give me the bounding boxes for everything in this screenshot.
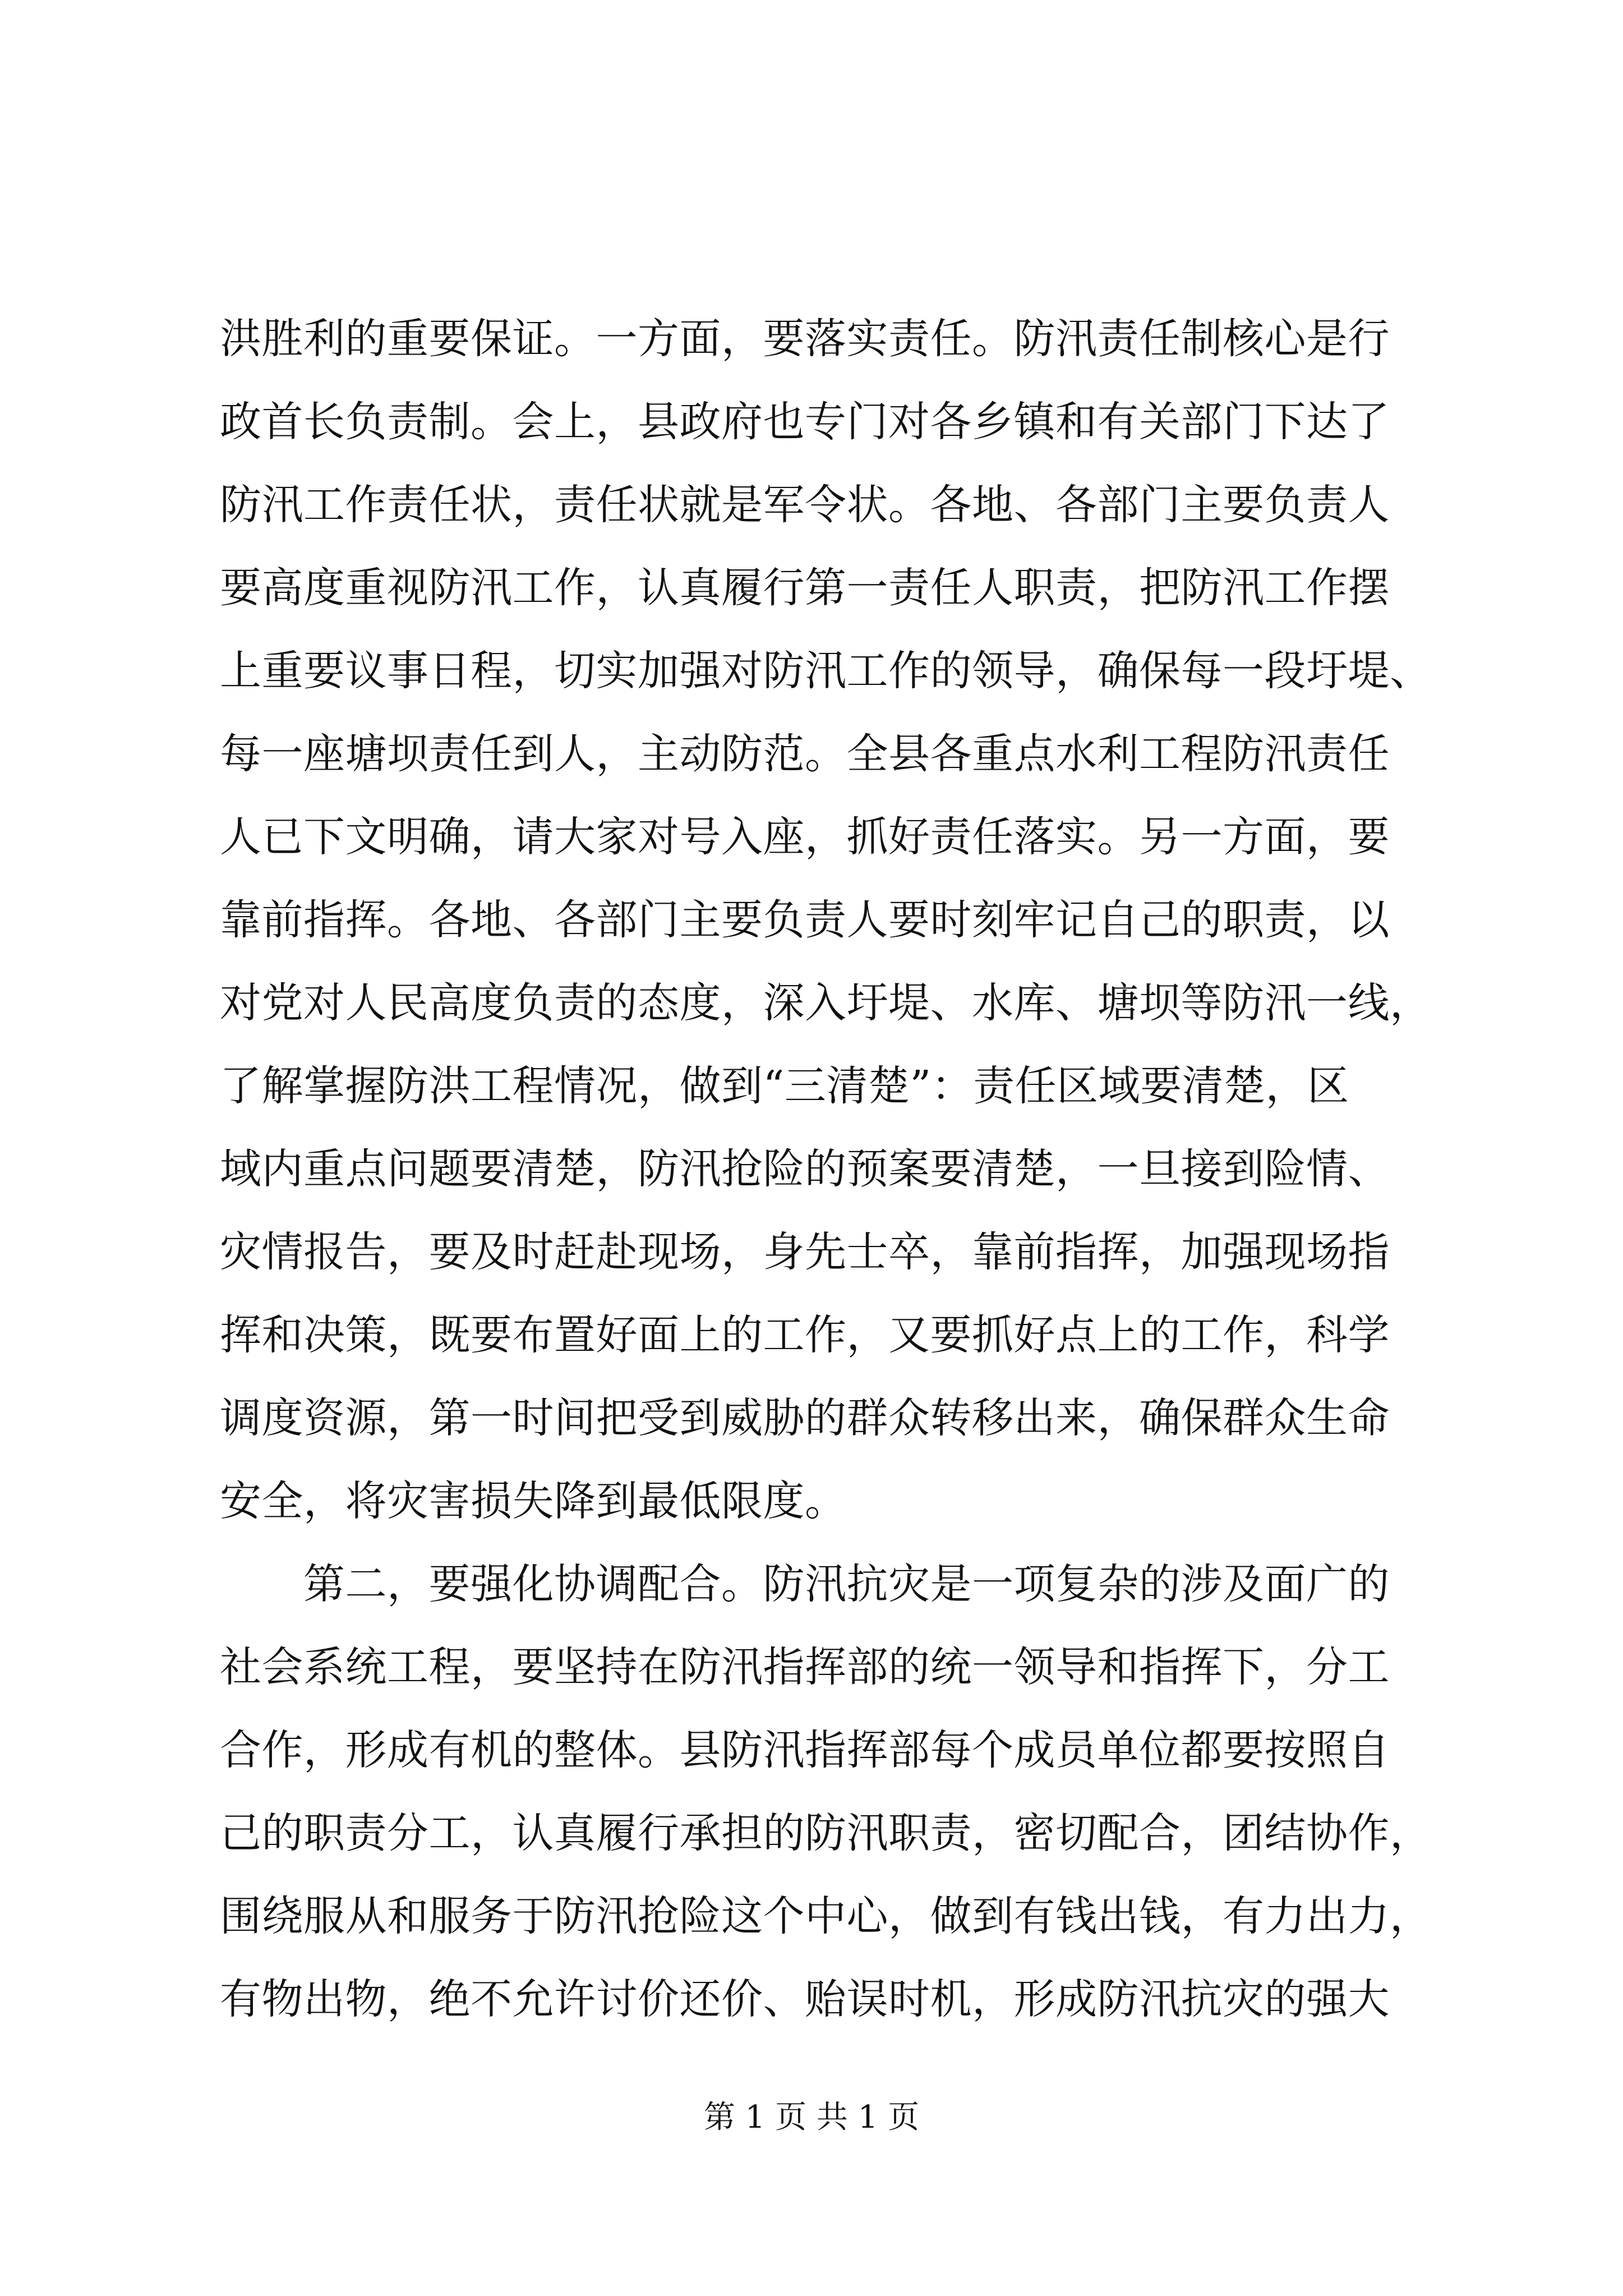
text-line: 了解掌握防洪工程情况，做到“三清楚”：责任区域要清楚，区 bbox=[220, 1062, 1349, 1110]
text-line: 第二，要强化协调配合。防汛抗灾是一项复杂的涉及面广的 bbox=[220, 1560, 1390, 1608]
text-line: 己的职责分工，认真履行承担的防汛职责，密切配合，团结协作， bbox=[220, 1809, 1432, 1857]
text-line: 调度资源，第一时间把受到威胁的群众转移出来，确保群众生命 bbox=[220, 1394, 1390, 1442]
text-line: 合作，形成有机的整体。县防汛指挥部每个成员单位都要按照自 bbox=[220, 1726, 1390, 1774]
page-number-footer: 第 1 页 共 1 页 bbox=[703, 2099, 920, 2136]
text-line: 安全，将灾害损失降到最低限度。 bbox=[220, 1477, 847, 1525]
text-line: 每一座塘坝责任到人，主动防范。全县各重点水利工程防汛责任 bbox=[220, 730, 1390, 778]
text-line: 靠前指挥。各地、各部门主要负责人要时刻牢记自己的职责，以 bbox=[220, 896, 1390, 944]
document-body bbox=[220, 297, 1432, 2041]
text-line: 政首长负责制。会上，县政府也专门对各乡镇和有关部门下达了 bbox=[220, 398, 1390, 446]
text-line: 域内重点问题要清楚，防汛抢险的预案要清楚，一旦接到险情、 bbox=[220, 1145, 1390, 1193]
text-line: 挥和决策，既要布置好面上的工作，又要抓好点上的工作，科学 bbox=[220, 1311, 1390, 1359]
text-line: 防汛工作责任状，责任状就是军令状。各地、各部门主要负责人 bbox=[220, 481, 1390, 529]
text-line: 要高度重视防汛工作，认真履行第一责任人职责，把防汛工作摆 bbox=[220, 564, 1390, 612]
text-line: 社会系统工程，要坚持在防汛指挥部的统一领导和指挥下，分工 bbox=[220, 1643, 1390, 1691]
text-line: 围绕服从和服务于防汛抢险这个中心，做到有钱出钱，有力出力， bbox=[220, 1892, 1432, 1940]
text-line: 上重要议事日程，切实加强对防汛工作的领导，确保每一段圩堤、 bbox=[220, 647, 1432, 695]
text-line: 对党对人民高度负责的态度，深入圩堤、水库、塘坝等防汛一线， bbox=[220, 979, 1432, 1027]
text-line: 人已下文明确，请大家对号入座，抓好责任落实。另一方面，要 bbox=[220, 813, 1390, 861]
text-line: 有物出物，绝不允许讨价还价、贻误时机，形成防汛抗灾的强大 bbox=[220, 1975, 1390, 2023]
text-line: 灾情报告，要及时赶赴现场，身先士卒，靠前指挥，加强现场指 bbox=[220, 1228, 1390, 1276]
text-line: 洪胜利的重要保证。一方面，要落实责任。防汛责任制核心是行 bbox=[220, 315, 1390, 363]
